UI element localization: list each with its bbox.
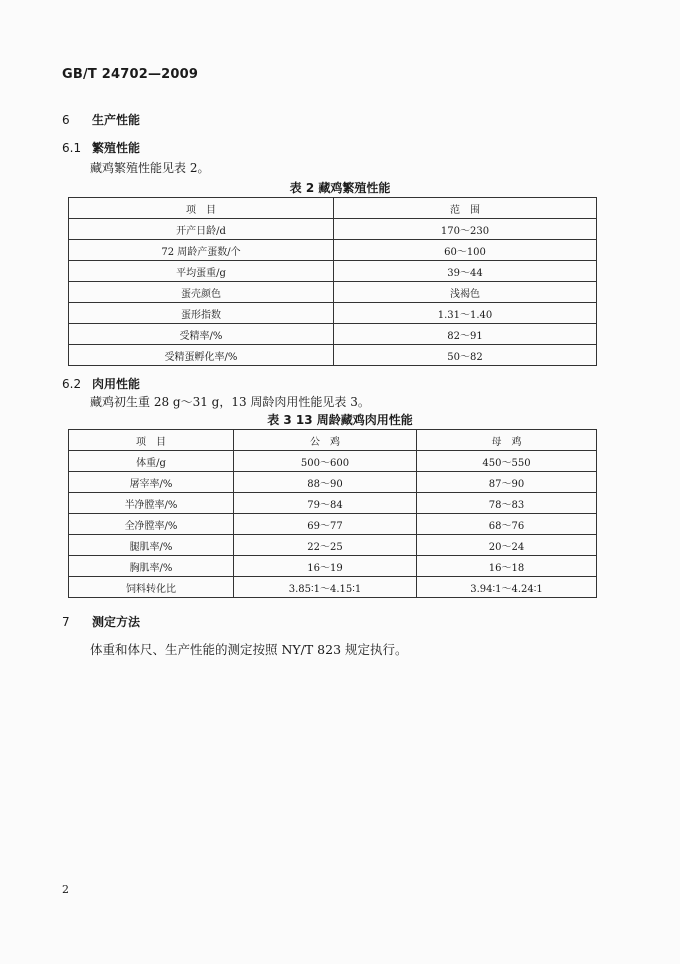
- table-cell: 浅褐色: [334, 282, 597, 303]
- section-title: 肉用性能: [92, 377, 141, 391]
- table-row: [69, 261, 597, 282]
- table-cell: 50～82: [334, 345, 597, 366]
- paragraph: 藏鸡初生重 28 g～31 g，13 周龄肉用性能见表 3。: [90, 395, 370, 409]
- table-cell: 170～230: [334, 219, 597, 240]
- table-cell: 屠宰率/%: [69, 472, 234, 493]
- section-number: 7: [62, 615, 70, 629]
- table-cell: 平均蛋重/g: [69, 261, 334, 282]
- table-row: [69, 451, 597, 472]
- section-6-heading: [62, 111, 140, 128]
- table-cell: 胸肌率/%: [69, 556, 234, 577]
- section-title: 繁殖性能: [92, 141, 141, 155]
- section-number: 6: [62, 113, 70, 127]
- paragraph: 藏鸡繁殖性能见表 2。: [90, 161, 210, 175]
- table-cell: 蛋形指数: [69, 303, 334, 324]
- column-header: 项 目: [69, 430, 234, 451]
- column-header: 范 围: [334, 198, 597, 219]
- table-cell: 22～25: [234, 535, 417, 556]
- section-title: 测定方法: [92, 615, 141, 629]
- table-cell: 全净膛率/%: [69, 514, 234, 535]
- table-header-row: [69, 430, 597, 451]
- table-3: [68, 429, 597, 598]
- table-cell: 60～100: [334, 240, 597, 261]
- standard-code: GB/T 24702—2009: [62, 67, 199, 82]
- table-header-row: [69, 198, 597, 219]
- table-cell: 体重/g: [69, 451, 234, 472]
- table-cell: 开产日龄/d: [69, 219, 334, 240]
- table-cell: 68～76: [417, 514, 597, 535]
- table-row: [69, 219, 597, 240]
- table-row: [69, 324, 597, 345]
- table-cell: 72 周龄产蛋数/个: [69, 240, 334, 261]
- section-7-heading: [62, 613, 140, 630]
- table-cell: 87～90: [417, 472, 597, 493]
- table-cell: 16～19: [234, 556, 417, 577]
- section-number: 6.1: [62, 141, 82, 155]
- table-row: [69, 535, 597, 556]
- table-cell: 500～600: [234, 451, 417, 472]
- table-2: [68, 197, 597, 366]
- section-number: 6.2: [62, 377, 82, 391]
- table-cell: 39～44: [334, 261, 597, 282]
- column-header: 母 鸡: [417, 430, 597, 451]
- table-cell: 82～91: [334, 324, 597, 345]
- table-cell: 20～24: [417, 535, 597, 556]
- table-cell: 腿肌率/%: [69, 535, 234, 556]
- table-cell: 受精蛋孵化率/%: [69, 345, 334, 366]
- table-cell: 3.94∶1～4.24∶1: [417, 577, 597, 598]
- section-6-2-heading: [62, 375, 140, 392]
- table-cell: 69～77: [234, 514, 417, 535]
- table-2-caption: 表 2 藏鸡繁殖性能: [289, 181, 391, 195]
- table-cell: 88～90: [234, 472, 417, 493]
- table-3-caption: 表 3 13 周龄藏鸡肉用性能: [267, 413, 413, 427]
- table-row: [69, 282, 597, 303]
- table-row: [69, 493, 597, 514]
- table-cell: 78～83: [417, 493, 597, 514]
- table-row: [69, 556, 597, 577]
- page-number: 2: [62, 883, 69, 896]
- column-header: 项 目: [69, 198, 334, 219]
- section-title: 生产性能: [92, 113, 141, 127]
- table-row: [69, 472, 597, 493]
- paragraph: 体重和体尺、生产性能的测定按照 NY/T 823 规定执行。: [90, 642, 408, 657]
- table-cell: 3.85∶1～4.15∶1: [234, 577, 417, 598]
- table-row: [69, 345, 597, 366]
- table-cell: 蛋壳颜色: [69, 282, 334, 303]
- table-cell: 受精率/%: [69, 324, 334, 345]
- table-cell: 450～550: [417, 451, 597, 472]
- table-cell: 半净膛率/%: [69, 493, 234, 514]
- table-cell: 1.31～1.40: [334, 303, 597, 324]
- section-6-1-heading: [62, 139, 140, 156]
- table-row: [69, 240, 597, 261]
- table-row: [69, 514, 597, 535]
- table-cell: 79～84: [234, 493, 417, 514]
- table-cell: 饲料转化比: [69, 577, 234, 598]
- column-header: 公 鸡: [234, 430, 417, 451]
- table-cell: 16～18: [417, 556, 597, 577]
- table-row: [69, 577, 597, 598]
- table-row: [69, 303, 597, 324]
